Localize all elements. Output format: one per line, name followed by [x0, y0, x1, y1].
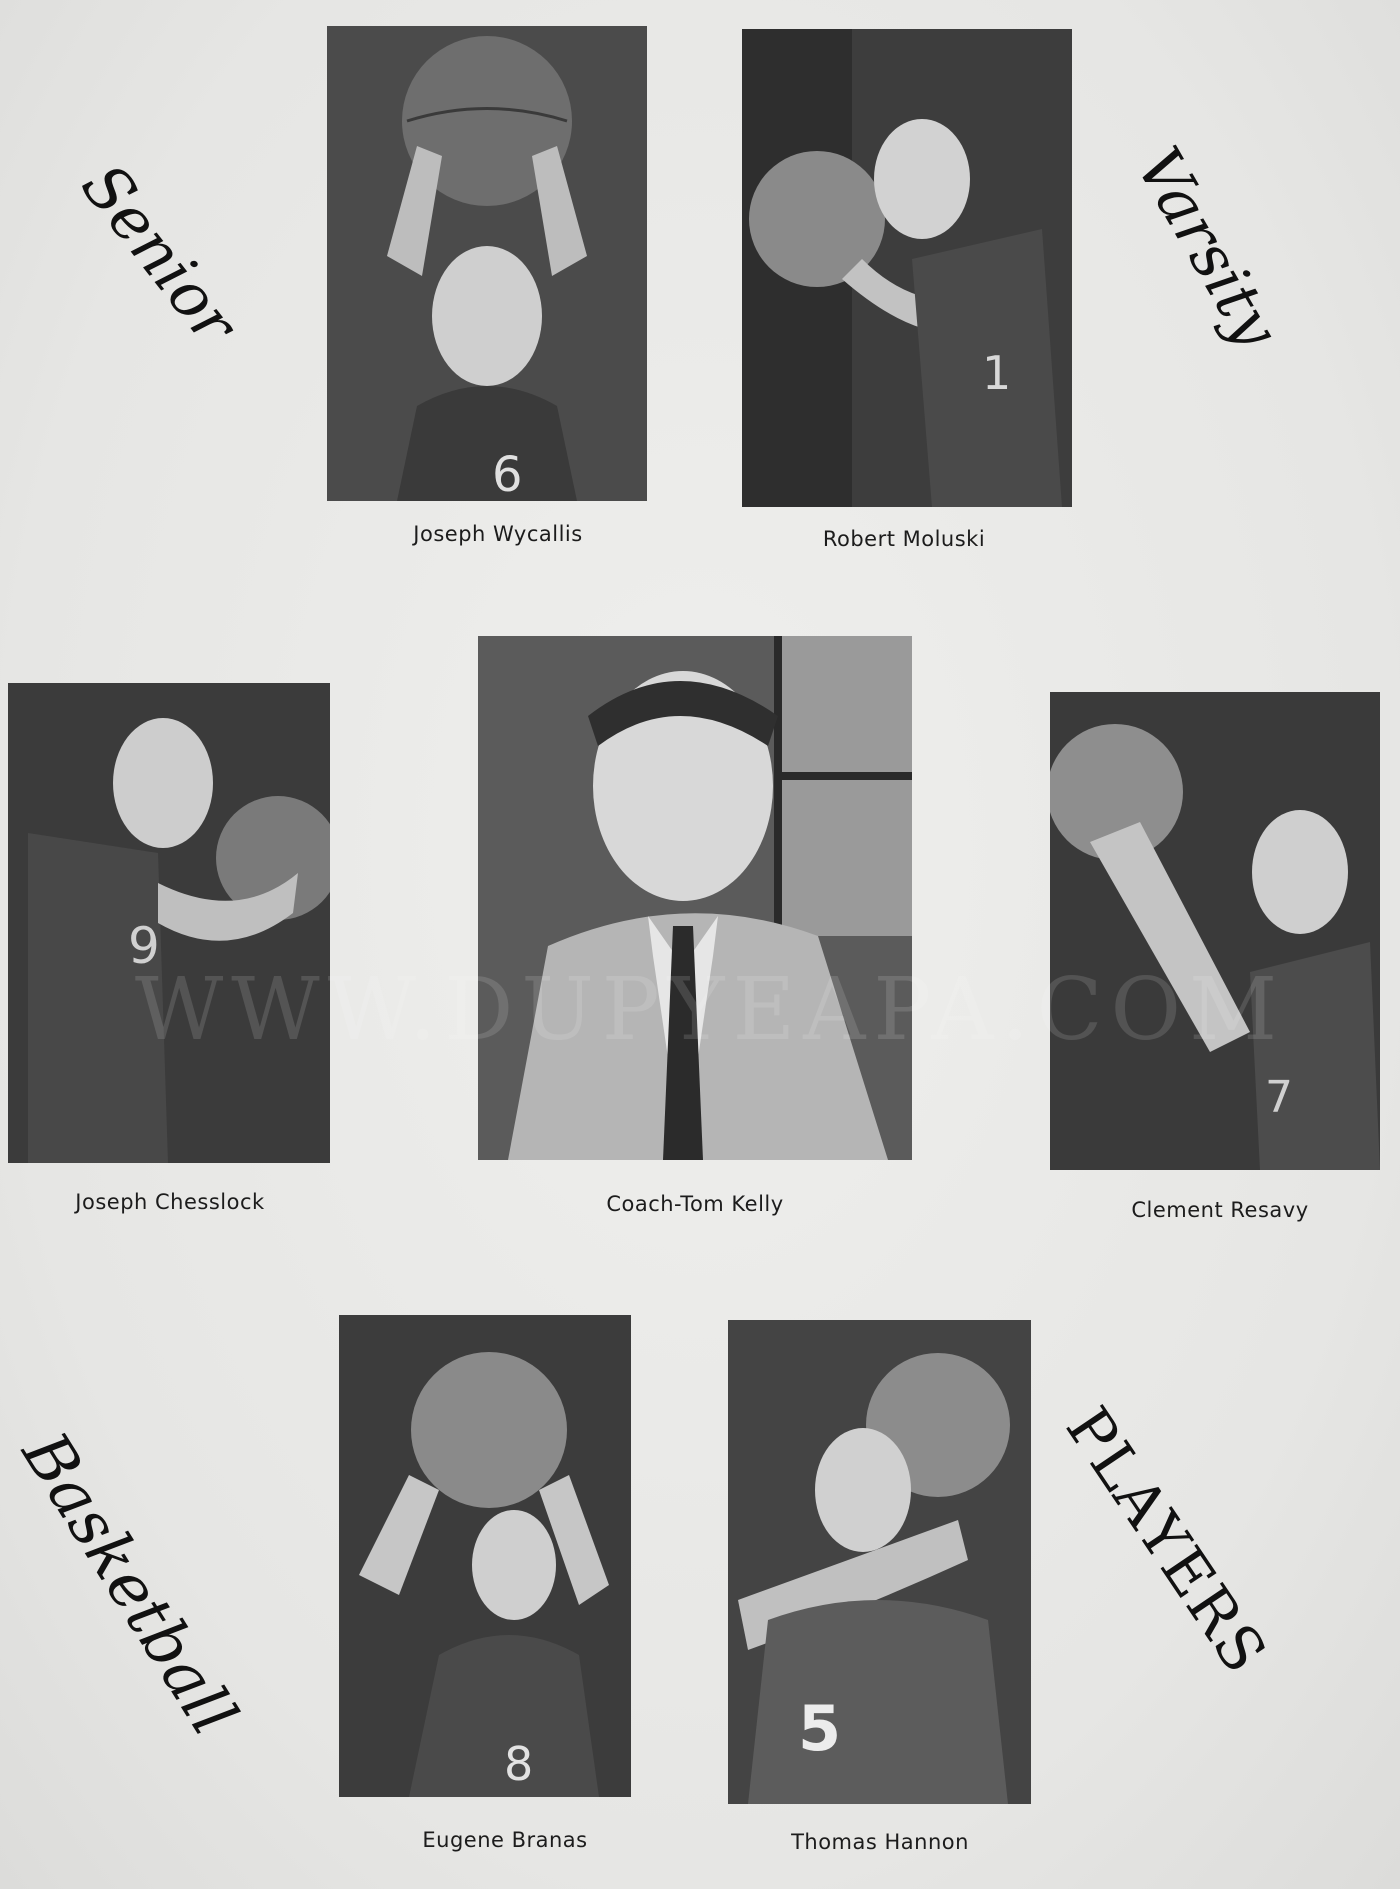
caption-hannon: Thomas Hannon	[791, 1830, 969, 1854]
jersey-number: 7	[1265, 1072, 1293, 1123]
caption-resavy: Clement Resavy	[1131, 1198, 1309, 1222]
heading-senior: Senior	[67, 150, 252, 358]
caption-chesslock: Joseph Chesslock	[75, 1190, 265, 1214]
player-photo-moluski	[742, 29, 1072, 507]
jersey-number: 5	[798, 1692, 842, 1765]
caption-coach-kelly: Coach-Tom Kelly	[606, 1192, 784, 1216]
player-photo-chesslock	[8, 683, 330, 1163]
heading-varsity: Varsity	[1121, 135, 1294, 360]
heading-basketball: Basketball	[7, 1420, 251, 1748]
jersey-number: 6	[492, 447, 523, 501]
player-photo-hannon	[728, 1320, 1031, 1804]
jersey-number: 1	[982, 346, 1012, 400]
caption-wycallis: Joseph Wycallis	[413, 522, 583, 546]
caption-branas: Eugene Branas	[422, 1828, 588, 1852]
jersey-number: 8	[504, 1737, 534, 1791]
jersey-number: 9	[128, 917, 160, 975]
player-photo-resavy	[1050, 692, 1380, 1170]
heading-players: PLAYERS	[1051, 1395, 1281, 1687]
player-photo-wycallis	[327, 26, 647, 501]
player-photo-branas	[339, 1315, 631, 1797]
coach-photo-kelly	[478, 636, 912, 1160]
caption-moluski: Robert Moluski	[822, 527, 986, 551]
